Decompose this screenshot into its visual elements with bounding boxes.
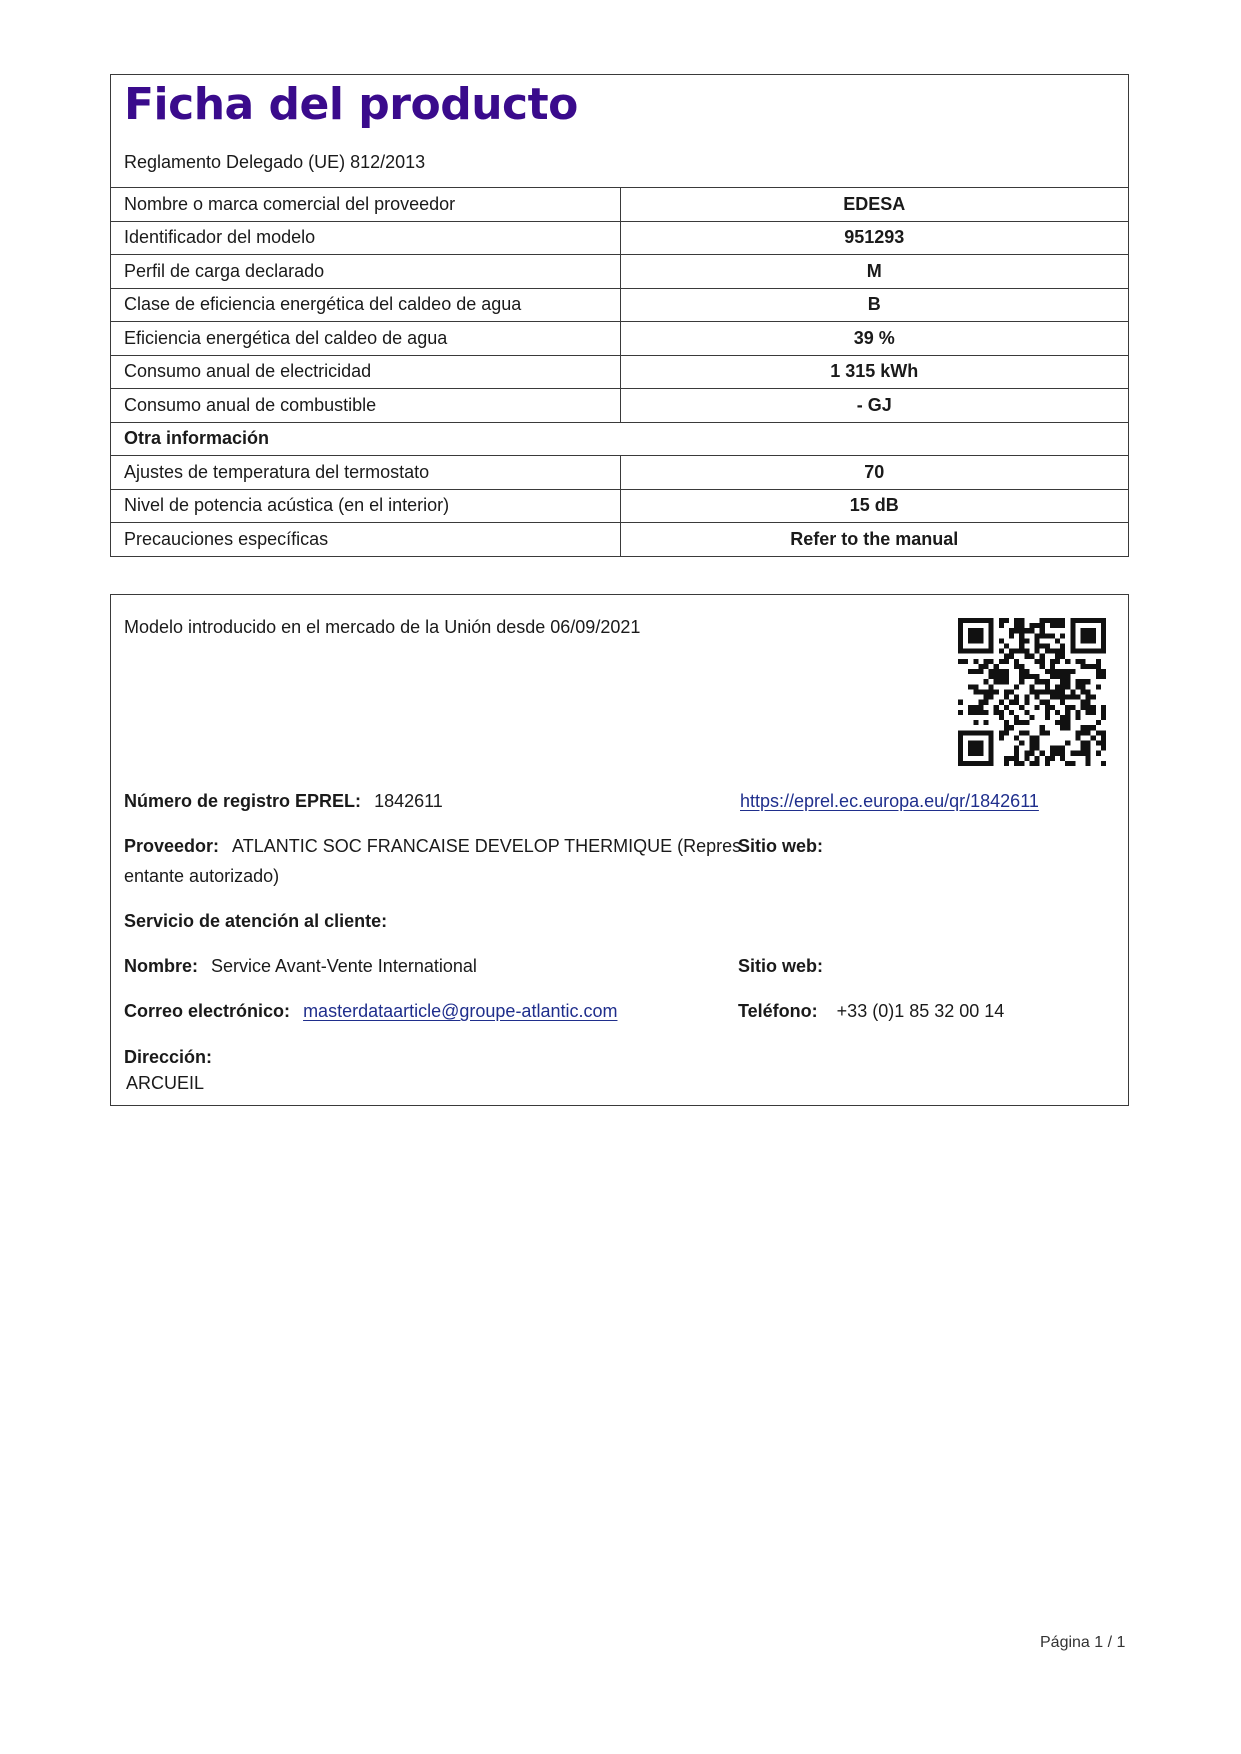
row-value: - GJ [620,389,1128,423]
phone-value: +33 (0)1 85 32 00 14 [836,1001,1005,1021]
name-value: Service Avant-Vente International [211,956,477,976]
eprel-link[interactable]: https://eprel.ec.europa.eu/qr/1842611 [740,791,1039,811]
row-value: 951293 [620,221,1128,255]
row-label: Eficiencia energética del caldeo de agua [111,322,620,356]
row-value: 1 315 kWh [620,355,1128,389]
section-row [111,422,1128,456]
sheet-header [111,75,1128,187]
website-label: Sitio web: [738,836,823,856]
row-label: Nombre o marca comercial del proveedor [111,188,620,222]
row-label: Identificador del modelo [111,221,620,255]
email-label: Correo electrónico: [124,1001,291,1021]
table-row [111,523,1128,557]
row-label: Consumo anual de electricidad [111,355,620,389]
product-sheet-table [110,74,1129,557]
row-value: 39 % [620,322,1128,356]
table-row [111,322,1128,356]
email-link[interactable]: masterdataarticle@groupe-atlantic.com [303,1001,618,1021]
row-label: Nivel de potencia acústica (en el interior) [111,489,620,523]
website-label-2: Sitio web: [738,956,823,976]
table-row [111,188,1128,222]
supplier-name: ATLANTIC SOC FRANCAISE DEVELOP THERMIQUE (Repres [232,836,742,856]
row-value: 70 [620,456,1128,490]
supplier-label: Proveedor: [124,836,220,856]
row-label: Clase de eficiencia energética del caldeo de agua [111,288,620,322]
page-number: Página 1 / 1 [1040,1634,1126,1651]
page-title: Ficha del producto [124,79,578,130]
row-value: Refer to the manual [620,523,1128,557]
row-value: EDESA [620,188,1128,222]
table-row [111,355,1128,389]
row-label: Ajustes de temperatura del termostato [111,456,620,490]
row-label: Perfil de carga declarado [111,255,620,289]
row-value: M [620,255,1128,289]
supplier-line-2: entante autorizado) [124,866,280,886]
row-label: Consumo anual de combustible [111,389,620,423]
table-row [111,221,1128,255]
table-row [111,456,1128,490]
other-info-heading: Otra información [111,422,1128,456]
row-value: B [620,288,1128,322]
table-row [111,288,1128,322]
qr-code-icon[interactable] [958,618,1106,766]
supplier-line-1 [124,836,741,857]
table-row [111,255,1128,289]
email-row [124,1001,617,1022]
row-value: 15 dB [620,489,1128,523]
eprel-label: Número de registro EPREL: [124,791,362,811]
eprel-number: 1842611 [374,791,443,811]
row-label: Precauciones específicas [111,523,620,557]
customer-service-label: Servicio de atención al cliente: [124,911,388,931]
regulation-subtitle: Reglamento Delegado (UE) 812/2013 [124,152,426,172]
phone-row [738,1001,1004,1022]
market-intro-text: Modelo introducido en el mercado de la Unión desde 06/09/2021 [124,617,641,637]
table-row [111,489,1128,523]
contact-name-row [124,956,477,977]
name-label: Nombre: [124,956,199,976]
eprel-row [124,791,443,812]
address-value: ARCUEIL [126,1073,205,1093]
address-label: Dirección: [124,1047,213,1067]
phone-label: Teléfono: [738,1001,818,1021]
spec-table [111,187,1128,556]
supplier-info-box [110,594,1129,1106]
table-row [111,389,1128,423]
